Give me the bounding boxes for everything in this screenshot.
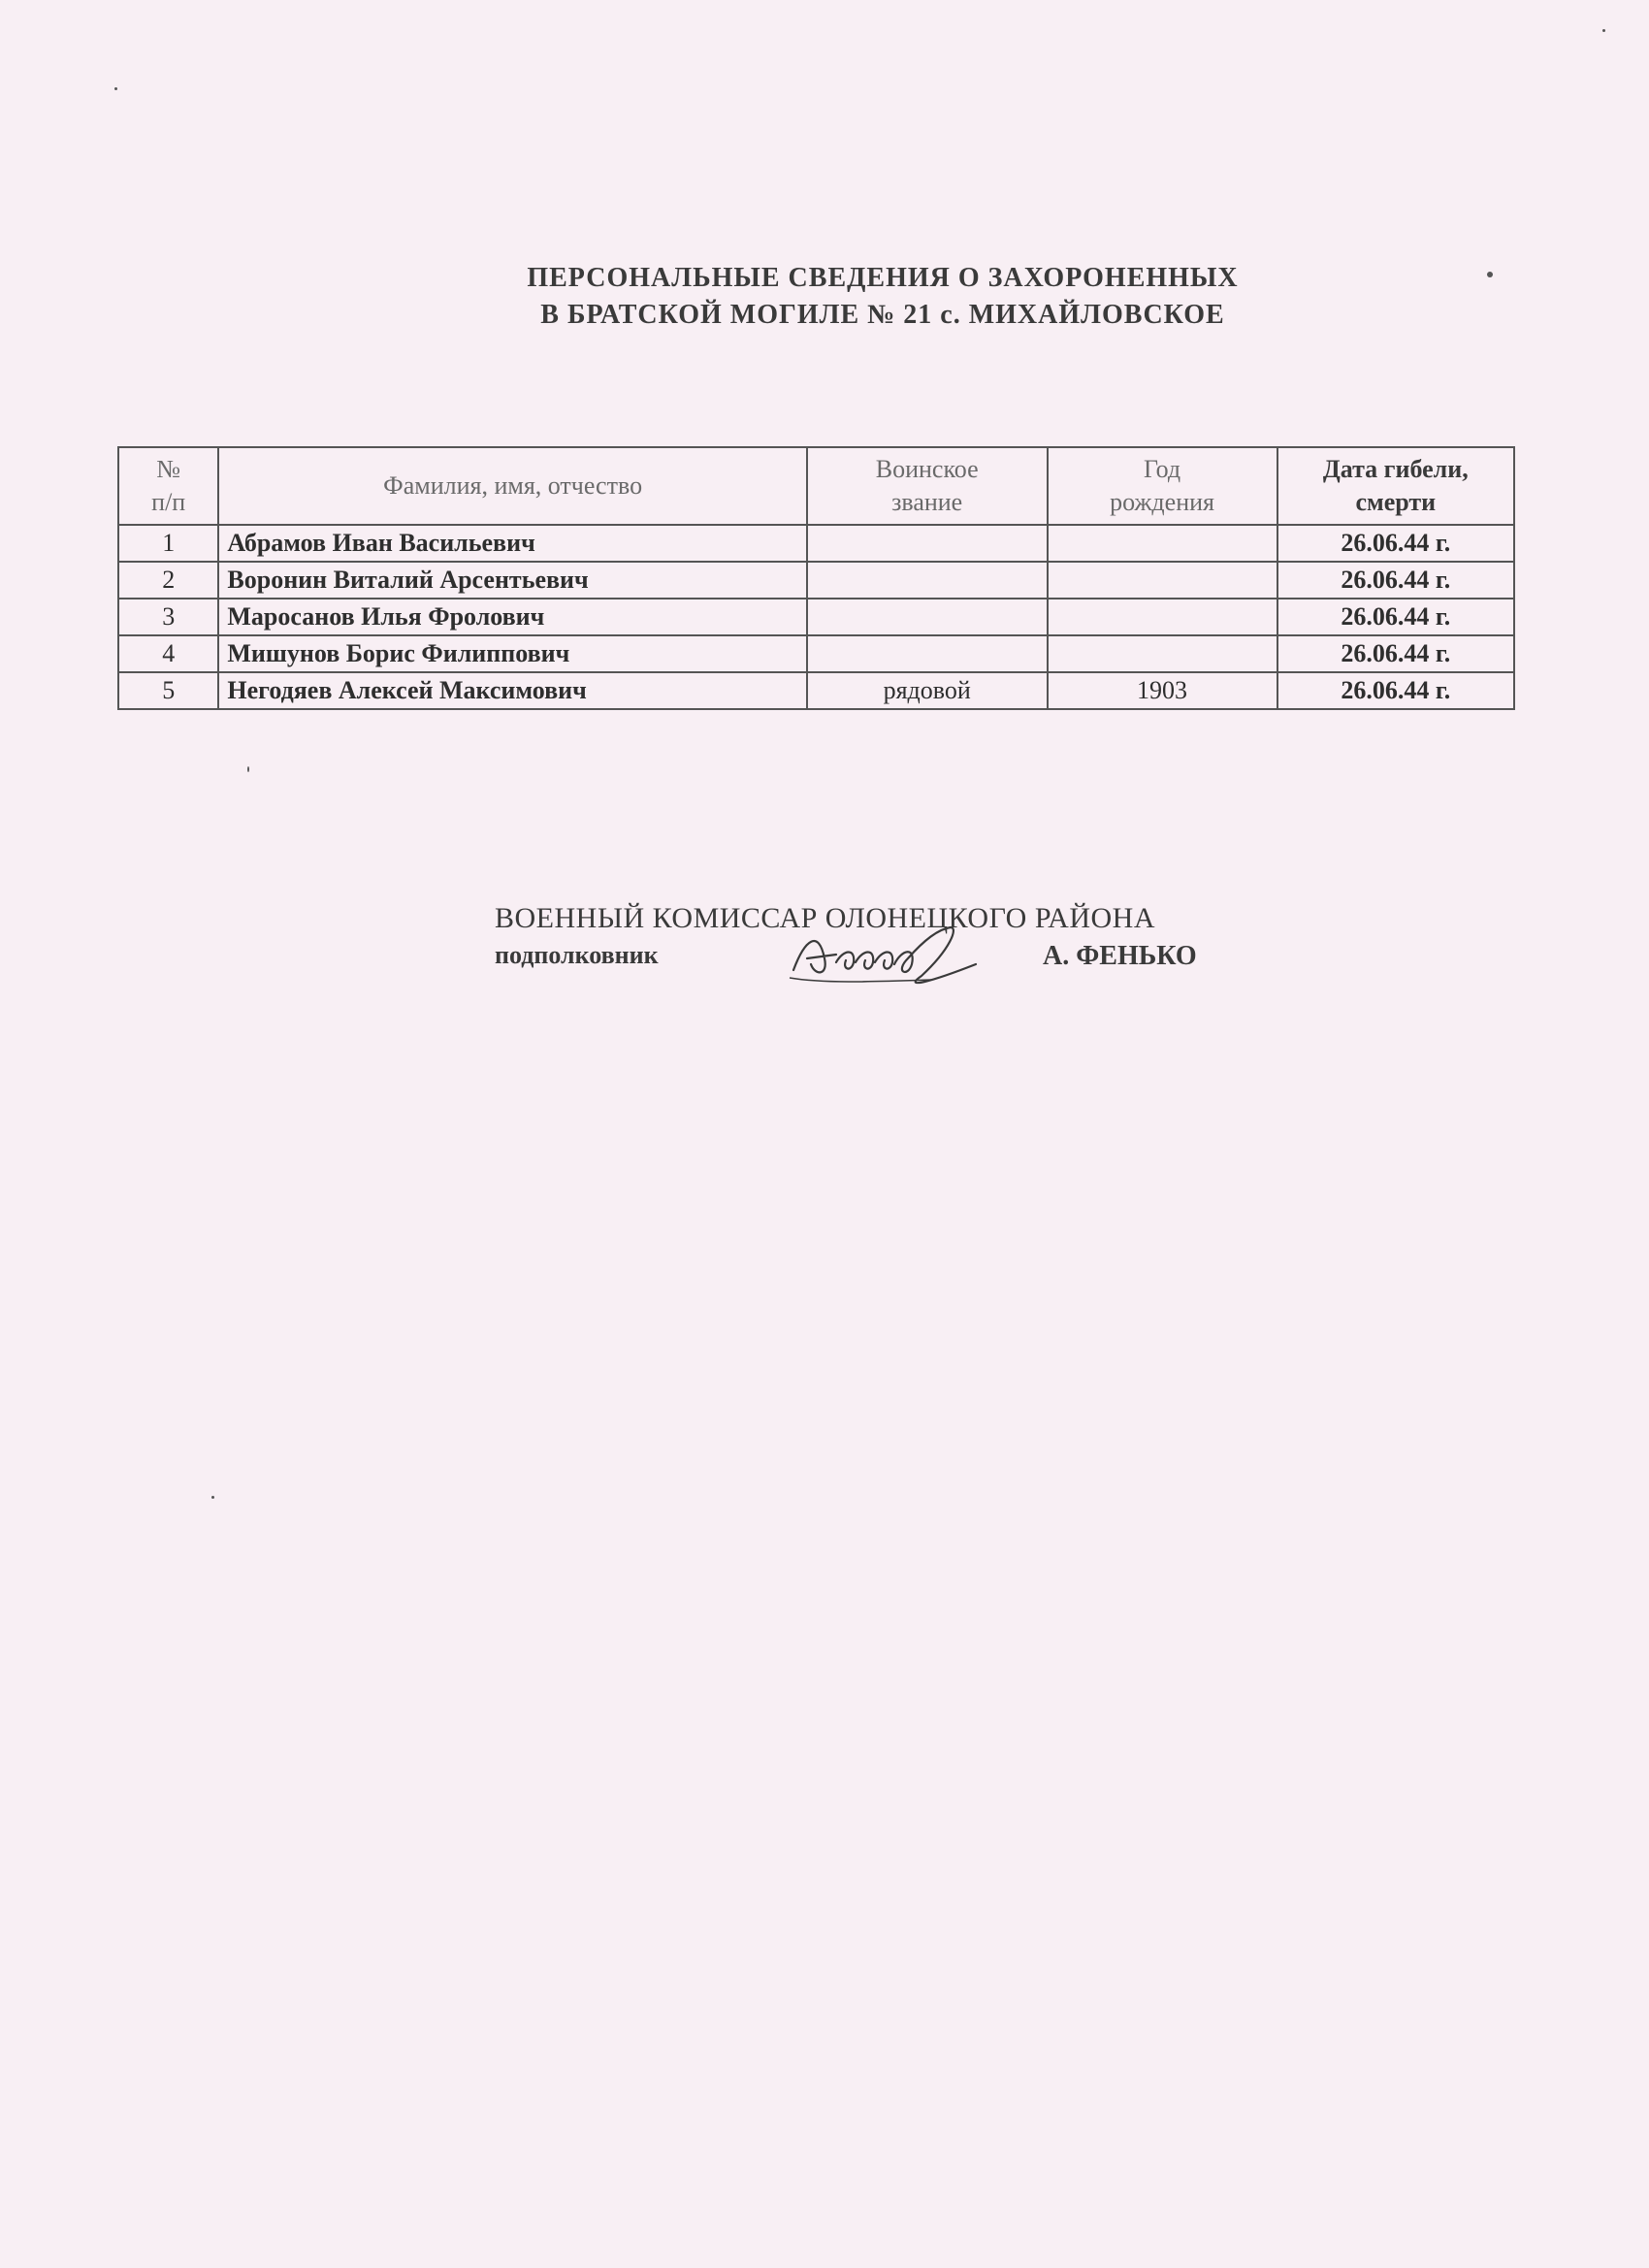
row-year	[1048, 635, 1277, 672]
paper-speck	[1602, 29, 1605, 32]
row-rank: рядовой	[807, 672, 1048, 709]
sign-line	[495, 937, 1232, 984]
row-num: 1	[118, 525, 218, 562]
paper-speck	[247, 766, 249, 772]
row-name: Негодяев Алексей Максимович	[218, 672, 806, 709]
row-year	[1048, 525, 1277, 562]
signer-rank: подполковник	[495, 941, 659, 969]
table-row	[118, 599, 1514, 635]
document-title	[0, 260, 1649, 334]
signature-block	[495, 900, 1232, 984]
row-date: 26.06.44 г.	[1277, 562, 1514, 599]
table-row	[118, 672, 1514, 709]
header-date-line-1: Дата гибели,	[1322, 455, 1469, 483]
commissar-title: ВОЕННЫЙ КОМИССАР ОЛОНЕЦКОГО РАЙОНА	[495, 902, 1155, 934]
row-name: Абрамов Иван Васильевич	[218, 525, 806, 562]
table-row	[118, 635, 1514, 672]
row-year	[1048, 562, 1277, 599]
paper-speck	[211, 1496, 214, 1499]
row-name: Воронин Виталий Арсентьевич	[218, 562, 806, 599]
table-row	[118, 525, 1514, 562]
row-num: 5	[118, 672, 218, 709]
header-num	[118, 447, 218, 525]
header-name: Фамилия, имя, отчество	[218, 447, 806, 525]
row-num: 4	[118, 635, 218, 672]
row-year: 1903	[1048, 672, 1277, 709]
burials-table	[117, 446, 1515, 710]
paper-speck	[1487, 272, 1493, 277]
row-date: 26.06.44 г.	[1277, 525, 1514, 562]
row-rank	[807, 599, 1048, 635]
handwritten-signature	[786, 920, 980, 988]
row-name: Мишунов Борис Филиппович	[218, 635, 806, 672]
header-rank-line-2: звание	[891, 488, 963, 516]
row-num: 3	[118, 599, 218, 635]
row-date: 26.06.44 г.	[1277, 635, 1514, 672]
header-year	[1048, 447, 1277, 525]
header-num-line-2: п/п	[151, 488, 186, 516]
row-rank	[807, 525, 1048, 562]
title-line-2: В БРАТСКОЙ МОГИЛЕ № 21 с. МИХАЙЛОВСКОЕ	[540, 300, 1225, 330]
row-rank	[807, 562, 1048, 599]
header-num-line-1: №	[156, 455, 181, 483]
header-year-line-2: рождения	[1110, 488, 1214, 516]
row-date: 26.06.44 г.	[1277, 599, 1514, 635]
row-date: 26.06.44 г.	[1277, 672, 1514, 709]
table-header-row	[118, 447, 1514, 525]
row-year	[1048, 599, 1277, 635]
table-row	[118, 562, 1514, 599]
header-rank	[807, 447, 1048, 525]
header-year-line-1: Год	[1143, 455, 1181, 483]
paper-speck	[114, 87, 117, 90]
signer-name: А. ФЕНЬКО	[1043, 941, 1197, 971]
header-date	[1277, 447, 1514, 525]
header-rank-line-1: Воинское	[875, 455, 979, 483]
header-date-line-2: смерти	[1355, 488, 1437, 516]
row-rank	[807, 635, 1048, 672]
row-num: 2	[118, 562, 218, 599]
title-line-1: ПЕРСОНАЛЬНЫЕ СВЕДЕНИЯ О ЗАХОРОНЕННЫХ	[527, 263, 1239, 293]
row-name: Маросанов Илья Фролович	[218, 599, 806, 635]
